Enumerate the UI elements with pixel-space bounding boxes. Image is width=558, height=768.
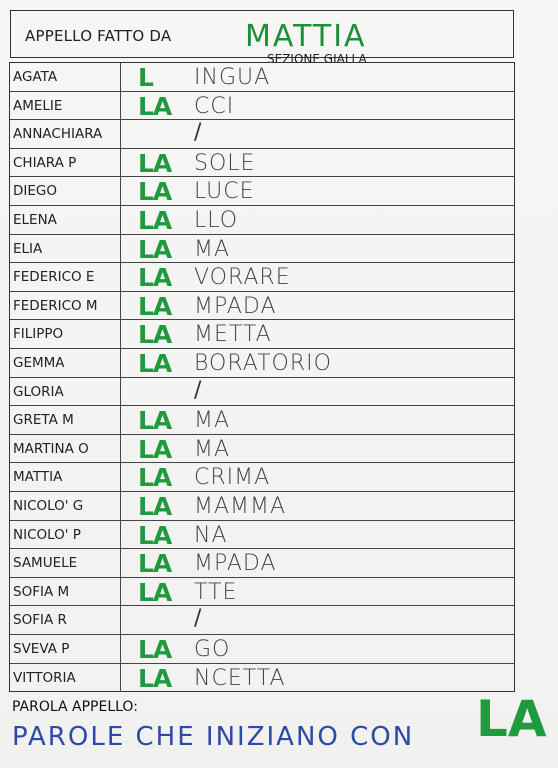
- student-name: MATTIA: [13, 469, 63, 486]
- student-name: AGATA: [13, 69, 58, 85]
- word-prefix: LA: [138, 663, 172, 693]
- word-rest: MA: [194, 436, 231, 462]
- footer-phrase: PAROLE CHE INIZIANO CON: [12, 722, 415, 752]
- word-rest: NCETTA: [194, 665, 286, 691]
- absent-mark: /: [194, 377, 202, 403]
- word-prefix: LA: [138, 291, 172, 321]
- student-name: VITTORIA: [13, 669, 76, 686]
- table-row: [10, 149, 514, 178]
- student-name: ANNACHIARA: [13, 126, 103, 143]
- word-rest: GO: [194, 637, 231, 662]
- table-row: [10, 292, 514, 321]
- student-name: DIEGO: [13, 183, 57, 200]
- word-rest: LLO: [194, 208, 239, 233]
- section-name: SEZIONE GIALLA: [267, 52, 367, 66]
- table-row: [10, 549, 514, 578]
- footer-label: PAROLA APPELLO:: [12, 699, 138, 715]
- word-rest: METTA: [194, 322, 272, 348]
- student-name: NICOLO' G: [13, 498, 84, 514]
- word-rest: MPADA: [194, 293, 277, 319]
- absent-mark: /: [194, 120, 202, 146]
- student-name: SOFIA M: [13, 583, 70, 600]
- column-divider: [120, 664, 121, 693]
- header-label: APPELLO FATTO DA: [25, 27, 172, 45]
- word-rest: MPADA: [194, 551, 277, 577]
- word-prefix: LA: [138, 206, 172, 235]
- word-rest: MA: [194, 236, 231, 262]
- word-rest: NA: [194, 522, 228, 548]
- column-divider: [120, 378, 121, 406]
- table-row: [10, 92, 514, 121]
- word-prefix: LA: [138, 577, 172, 607]
- column-divider: [120, 463, 121, 491]
- table-row: [10, 378, 514, 407]
- word-prefix: LA: [138, 549, 172, 579]
- column-divider: [120, 406, 121, 434]
- column-divider: [120, 177, 121, 205]
- column-divider: [120, 63, 121, 91]
- column-divider: [120, 92, 121, 120]
- word-prefix: LA: [138, 177, 172, 207]
- word-prefix: LA: [138, 234, 172, 264]
- student-name: ELENA: [13, 212, 57, 228]
- word-prefix: LA: [138, 520, 172, 550]
- table-row: [10, 349, 514, 378]
- student-name: GEMMA: [13, 355, 65, 371]
- table-row: [10, 521, 514, 550]
- table-row: [10, 635, 514, 664]
- word-rest: CRIMA: [194, 465, 271, 491]
- word-prefix: LA: [138, 434, 172, 464]
- column-divider: [120, 120, 121, 148]
- student-name: FEDERICO M: [13, 297, 98, 314]
- column-divider: [120, 349, 121, 377]
- word-prefix: LA: [138, 148, 172, 178]
- column-divider: [120, 549, 121, 577]
- word-prefix: L: [138, 63, 153, 92]
- footer-highlight: LA: [476, 690, 547, 748]
- student-name: FEDERICO E: [13, 269, 95, 286]
- student-name: FILIPPO: [13, 326, 64, 343]
- table-row: [10, 406, 514, 435]
- column-divider: [120, 235, 121, 263]
- table-row: [10, 664, 514, 693]
- table-row: [10, 263, 514, 292]
- student-name: GRETA M: [13, 412, 74, 429]
- word-rest: VORARE: [194, 265, 291, 291]
- word-prefix: LA: [138, 463, 172, 493]
- column-divider: [120, 320, 121, 348]
- word-prefix: LA: [138, 263, 172, 293]
- word-prefix: LA: [138, 320, 172, 350]
- table-row: [10, 120, 514, 149]
- column-divider: [120, 521, 121, 549]
- student-name: GLORIA: [13, 383, 64, 400]
- student-name: NICOLO' P: [13, 526, 81, 543]
- student-name: SVEVA P: [13, 641, 70, 657]
- student-name: SOFIA R: [13, 612, 67, 629]
- word-prefix: LA: [138, 349, 172, 378]
- column-divider: [120, 435, 121, 463]
- word-rest: BORATORIO: [194, 351, 332, 376]
- word-rest: INGUA: [194, 65, 271, 90]
- word-rest: LUCE: [194, 179, 255, 205]
- table-row: [10, 492, 514, 521]
- header-student-name: MATTIA: [245, 19, 367, 54]
- column-divider: [120, 263, 121, 291]
- table-row: [10, 63, 514, 92]
- word-rest: TTE: [194, 579, 238, 605]
- word-rest: MAMMA: [194, 494, 287, 519]
- roster-table: [9, 62, 515, 692]
- table-row: [10, 320, 514, 349]
- student-name: CHIARA P: [13, 154, 77, 171]
- column-divider: [120, 149, 121, 177]
- column-divider: [120, 606, 121, 634]
- student-name: ELIA: [13, 240, 43, 257]
- column-divider: [120, 635, 121, 663]
- table-row: [10, 463, 514, 492]
- word-prefix: LA: [138, 406, 172, 436]
- column-divider: [120, 292, 121, 320]
- column-divider: [120, 206, 121, 234]
- student-name: AMELIE: [13, 97, 63, 114]
- student-name: MARTINA O: [13, 440, 89, 457]
- word-rest: CCI: [194, 93, 235, 119]
- column-divider: [120, 492, 121, 520]
- word-rest: SOLE: [194, 150, 256, 176]
- absent-mark: /: [194, 606, 202, 632]
- word-prefix: LA: [138, 91, 172, 121]
- table-row: [10, 206, 514, 235]
- table-row: [10, 435, 514, 464]
- word-prefix: LA: [138, 635, 172, 664]
- table-row: [10, 235, 514, 264]
- table-row: [10, 578, 514, 607]
- header-box: [10, 10, 514, 66]
- column-divider: [120, 578, 121, 606]
- word-rest: MA: [194, 408, 231, 434]
- table-row: [10, 606, 514, 635]
- word-prefix: LA: [138, 492, 172, 521]
- student-name: SAMUELE: [13, 555, 78, 572]
- table-row: [10, 177, 514, 206]
